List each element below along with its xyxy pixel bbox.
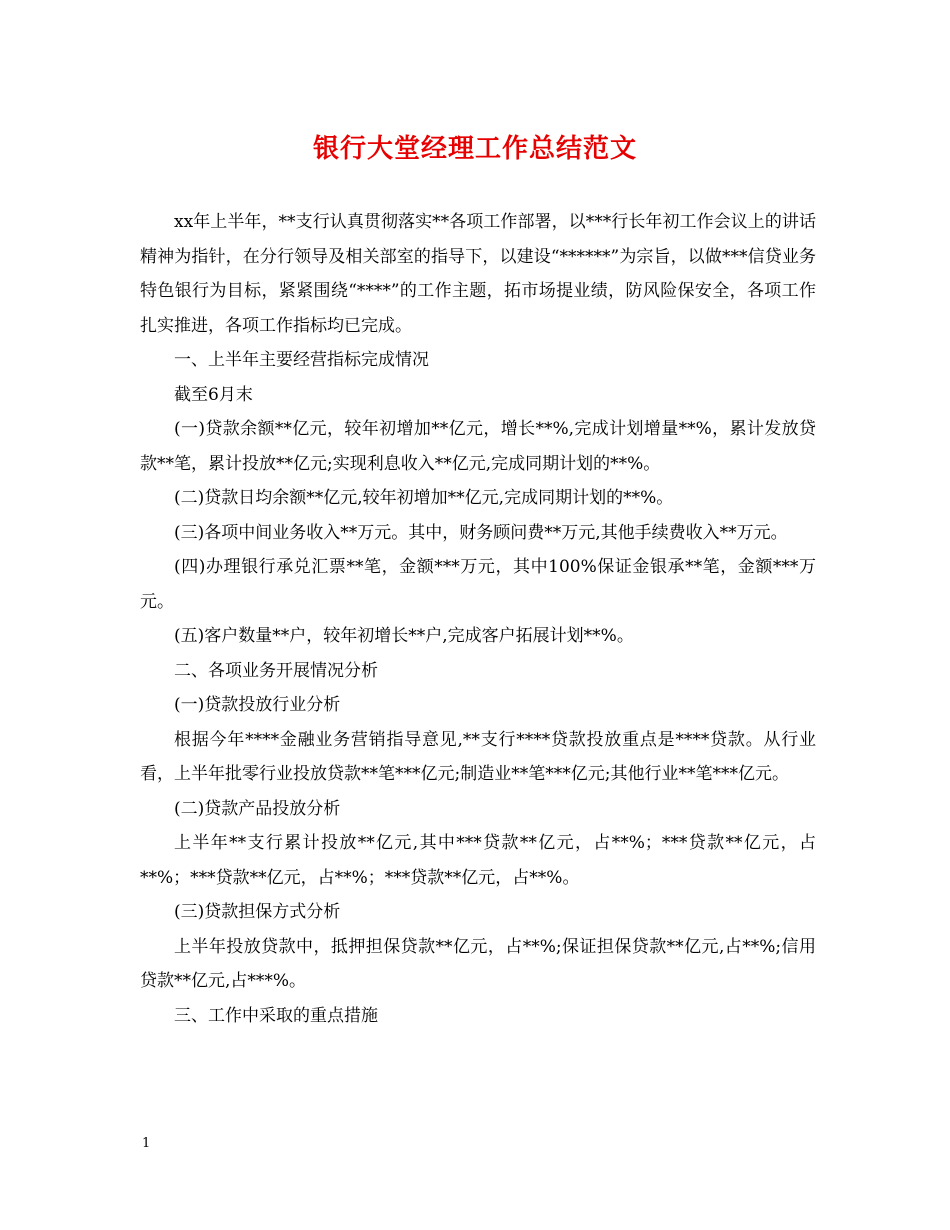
intro-paragraph: xx年上半年，**支行认真贯彻落实**各项工作部署，以***行长年初工作会议上的讲话精神为指针，在分行领导及相关部室的指导下，以建设“******”为宗旨，以做***信贷业务特色银行为目标，紧紧围绕“****”的工作主题，拓市场提业绩，防风险保安全，各项工作扎实推进，各项工作指标均已完成。	[140, 212, 816, 336]
indicator-item-2: (二)贷款日均余额**亿元,较年初增加**亿元,完成同期计划的**%。	[174, 488, 674, 508]
date-line: 截至6月末	[174, 384, 253, 405]
indicator-item-3: (三)各项中间业务收入**万元。其中，财务顾问费**万元,其他手续费收入**万元。	[174, 522, 788, 543]
document-body	[140, 205, 816, 1033]
section-heading-1: 一、上半年主要经营指标完成情况	[174, 350, 429, 370]
product-analysis-paragraph: 上半年**支行累计投放**亿元,其中***贷款**亿元，占**%；***贷款**亿元，占**%；***贷款**亿元，占**%；***贷款**亿元，占**%。	[140, 833, 816, 888]
indicator-item-4: (四)办理银行承兑汇票**笔，金额***万元，其中100%保证金银承**笔，金额***万元。	[140, 557, 816, 612]
section-heading-3: 三、工作中采取的重点措施	[174, 1005, 378, 1026]
subsection-heading-1: (一)贷款投放行业分析	[174, 695, 341, 715]
page-title: 银行大堂经理工作总结范文	[312, 134, 637, 164]
subsection-heading-2: (二)贷款产品投放分析	[174, 798, 341, 819]
subsection-heading-3: (三)贷款担保方式分析	[174, 902, 341, 922]
indicator-item-5: (五)客户数量**户，较年初增长**户,完成客户拓展计划**%。	[174, 626, 634, 646]
indicator-item-1: (一)贷款余额**亿元，较年初增加**亿元，增长**%,完成计划增量**%，累计发放贷款**笔，累计投放**亿元;实现利息收入**亿元,完成同期计划的**%。	[140, 419, 816, 474]
page-number: 1	[142, 1136, 151, 1151]
industry-analysis-paragraph: 根据今年****金融业务营销指导意见,**支行****贷款投放重点是****贷款。从行业看，上半年批零行业投放贷款**笔***亿元;制造业**笔***亿元;其他行业**笔***亿元。	[140, 729, 816, 784]
guarantee-analysis-paragraph: 上半年投放贷款中，抵押担保贷款**亿元，占**%;保证担保贷款**亿元,占**%;信用贷款**亿元,占***%。	[140, 936, 816, 991]
section-heading-2: 二、各项业务开展情况分析	[174, 660, 378, 681]
